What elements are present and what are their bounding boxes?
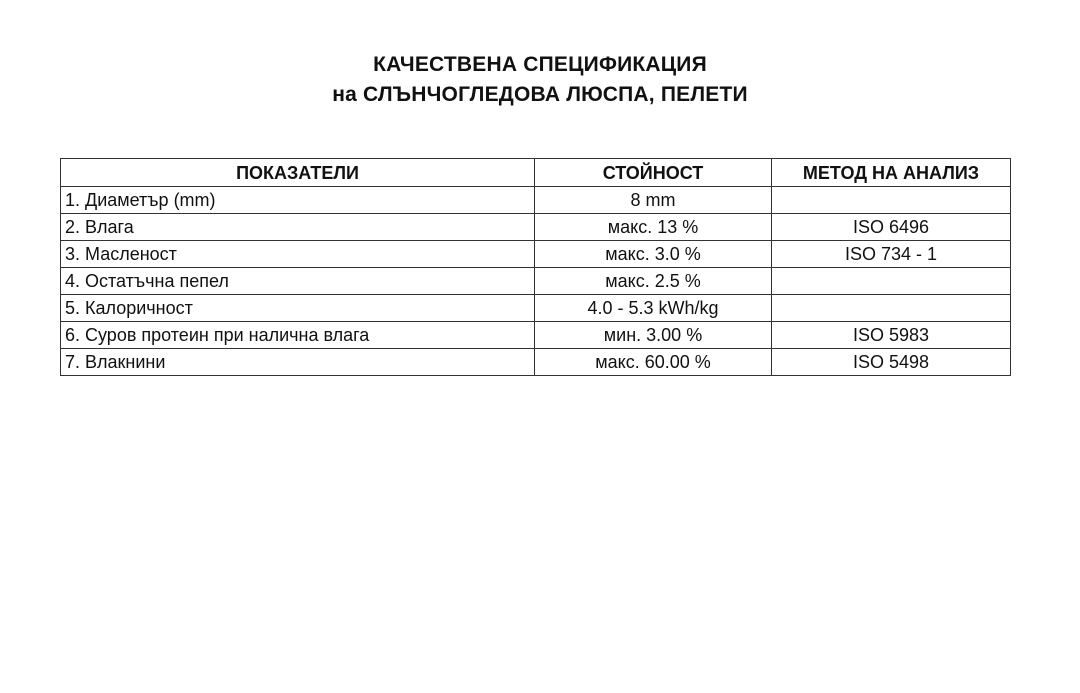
header-method: МЕТОД НА АНАЛИЗ bbox=[772, 159, 1011, 187]
specification-table bbox=[60, 158, 1011, 376]
table-row bbox=[61, 241, 1011, 268]
indicator-cell: 1. Диаметър (mm) bbox=[61, 187, 535, 214]
indicator-cell: 7. Влакнини bbox=[61, 349, 535, 376]
indicator-cell: 6. Суров протеин при налична влага bbox=[61, 322, 535, 349]
value-cell: макс. 3.0 % bbox=[535, 241, 772, 268]
indicator-cell: 4. Остатъчна пепел bbox=[61, 268, 535, 295]
indicator-cell: 2. Влага bbox=[61, 214, 535, 241]
table-row bbox=[61, 187, 1011, 214]
table-row bbox=[61, 268, 1011, 295]
table-row bbox=[61, 322, 1011, 349]
table-row bbox=[61, 295, 1011, 322]
method-cell bbox=[772, 268, 1011, 295]
method-cell bbox=[772, 295, 1011, 322]
method-cell: ISO 5983 bbox=[772, 322, 1011, 349]
header-value: СТОЙНОСТ bbox=[535, 159, 772, 187]
method-cell: ISO 6496 bbox=[772, 214, 1011, 241]
method-cell: ISO 734 - 1 bbox=[772, 241, 1011, 268]
value-cell: 8 mm bbox=[535, 187, 772, 214]
table-header-row bbox=[61, 159, 1011, 187]
value-cell: макс. 60.00 % bbox=[535, 349, 772, 376]
value-cell: мин. 3.00 % bbox=[535, 322, 772, 349]
value-cell: макс. 13 % bbox=[535, 214, 772, 241]
indicator-cell: 3. Масленост bbox=[61, 241, 535, 268]
indicator-cell: 5. Калоричност bbox=[61, 295, 535, 322]
value-cell: 4.0 - 5.3 kWh/kg bbox=[535, 295, 772, 322]
header-indicator: ПОКАЗАТЕЛИ bbox=[61, 159, 535, 187]
method-cell bbox=[772, 187, 1011, 214]
value-cell: макс. 2.5 % bbox=[535, 268, 772, 295]
table-row bbox=[61, 214, 1011, 241]
method-cell: ISO 5498 bbox=[772, 349, 1011, 376]
table-row bbox=[61, 349, 1011, 376]
document-title bbox=[0, 50, 1080, 110]
title-line-1: КАЧЕСТВЕНА СПЕЦИФИКАЦИЯ bbox=[373, 53, 707, 76]
title-line-2: на СЛЪНЧОГЛЕДОВА ЛЮСПА, ПЕЛЕТИ bbox=[332, 83, 748, 106]
